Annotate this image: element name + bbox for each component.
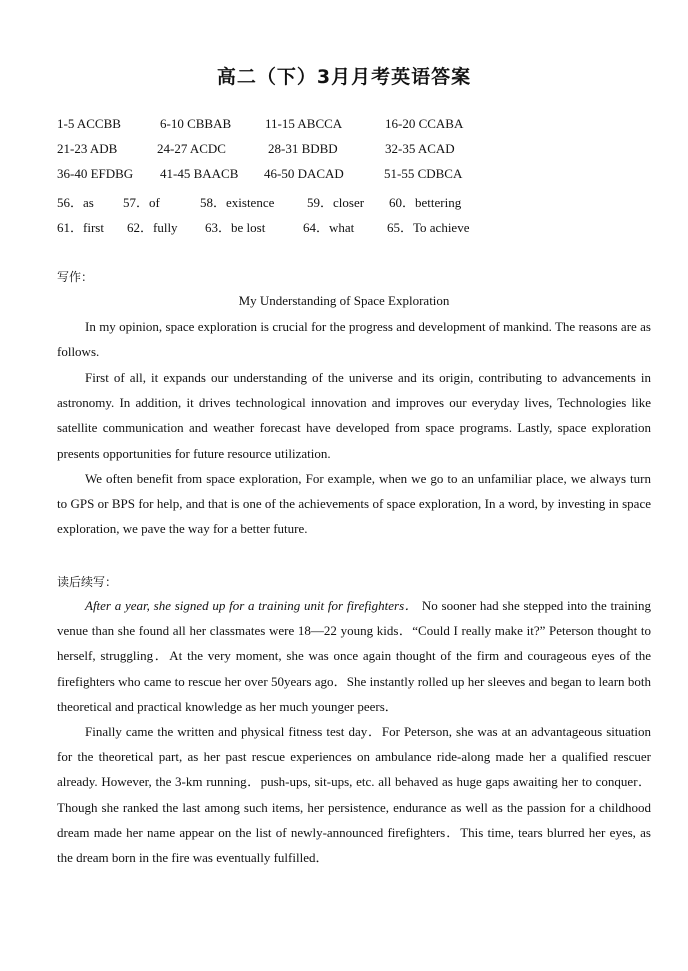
answer-item: 59．closer	[307, 195, 365, 210]
essay-paragraph: We often benefit from space exploration, For example, when we go to an unfamiliar place, we always turn to GPS or BPS for help, and that is one of the achievements of space exploration, In a word, by investing in space exploration, we pave the way for a better future.	[57, 471, 651, 537]
answer-item: 65．To achieve	[387, 220, 470, 235]
answer-item: 60．bettering	[389, 195, 462, 210]
given-first-sentence: After a year, she signed up for a training unit for firefighters．	[85, 598, 419, 613]
answer-group: 32-35 ACAD	[385, 141, 455, 156]
answer-item: 63．be lost	[205, 220, 266, 235]
answer-group: 11-15 ABCCA	[265, 116, 343, 131]
answer-item: 57．of	[123, 195, 160, 210]
answer-group: 51-55 CDBCA	[384, 166, 463, 181]
answer-item: 61．first	[57, 220, 104, 235]
continuation-heading: 读后续写：	[57, 575, 118, 589]
answer-group: 36-40 EFDBG	[57, 166, 134, 181]
essay-paragraph: First of all, it expands our understanding of the universe and its origin, contributing to advancements in astronomy. In addition, it drives technological innovation and improves our everyday lives, Technologies like satellite communication and weather forecast have developed from space programs. Lastly, space exploration presents opportunities for future resource utilization.	[57, 370, 651, 461]
answer-item: 64．what	[303, 220, 355, 235]
page-title: 高二（下）3月月考英语答案	[216, 66, 472, 88]
answer-group: 46-50 DACAD	[264, 166, 344, 181]
answer-group: 24-27 ACDC	[157, 141, 226, 156]
continuation-paragraph: Finally came the written and physical fitness test day．For Peterson, she was at an advantageous situation for the theoretical part, as her past rescue experiences on ambulance ride-along made her a qualified rescuer already. However, the 3-km running．push-ups, sit-ups, etc. all behaved as huge gaps awaiting her to conquer．Though she ranked the last among such items, her persistence, endurance as well as the passion for a childhood dream made her name appear on the list of newly-announced firefighters．This time, tears blurred her eyes, as the dream born in the fire was eventually fulfilled．	[57, 724, 651, 866]
continuation-text: No sooner had she stepped into the training venue than she found all her classmates were 18—22 young kids．“Could I really make it?” Peterson thought to herself, struggling．At the very moment, she was once again thought of the firm and courageous eyes of the firefighters who came to rescue her over 50years ago．She instantly rolled up her sleeves and began to learn both theoretical and practical knowledge as her much younger peers．	[57, 598, 651, 714]
answer-group: 1-5 ACCBB	[57, 116, 121, 131]
continuation-paragraph	[57, 593, 651, 719]
answer-group: 21-23 ADB	[57, 141, 118, 156]
writing-heading: 写作：	[57, 270, 94, 284]
answer-group: 16-20 CCABA	[385, 116, 464, 131]
answer-group: 6-10 CBBAB	[160, 116, 232, 131]
answer-item: 62．fully	[127, 220, 178, 235]
essay-paragraph: In my opinion, space exploration is crucial for the progress and development of mankind. The reasons are as follows.	[57, 319, 651, 360]
essay-title: My Understanding of Space Exploration	[238, 293, 450, 308]
answer-item: 56．as	[57, 195, 94, 210]
answer-group: 41-45 BAACB	[160, 166, 239, 181]
answer-group: 28-31 BDBD	[268, 141, 338, 156]
answer-item: 58．existence	[200, 195, 275, 210]
